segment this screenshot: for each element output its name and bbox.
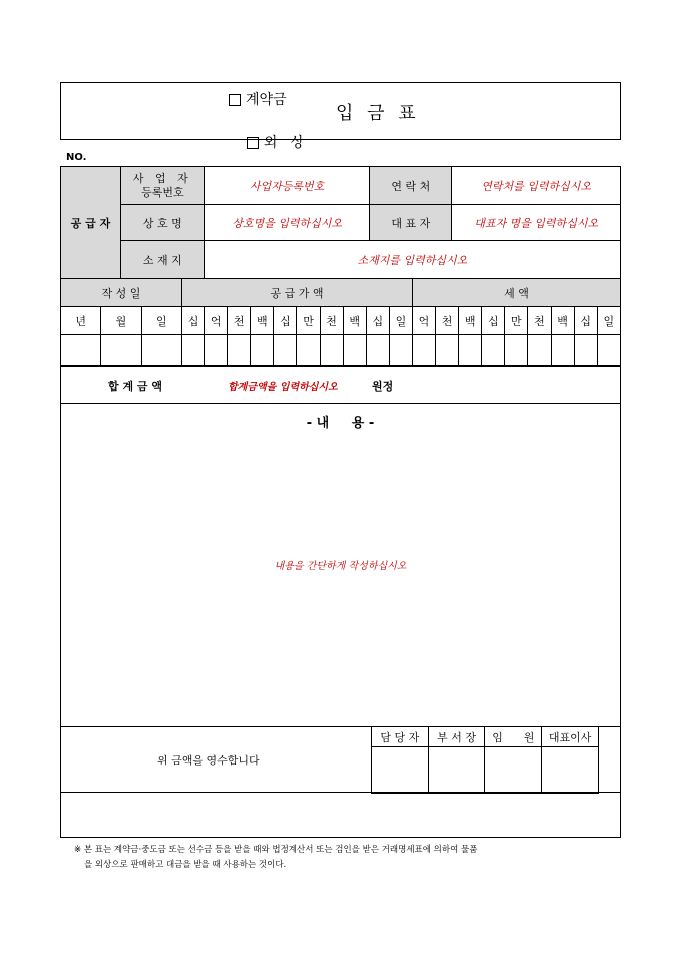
date-header: 작 성 일: [61, 279, 182, 307]
tax-digit-field[interactable]: [482, 335, 505, 367]
reg-number-field[interactable]: 사업자등록번호: [204, 167, 370, 205]
supply-col-8: 십: [366, 307, 389, 335]
footnote-line2: 을 외상으로 판매하고 대금을 받을 때 사용하는 것이다.: [84, 860, 287, 870]
company-label: 상 호 명: [120, 205, 204, 241]
tax-digit-field[interactable]: [459, 335, 482, 367]
tax-col-6: 백: [551, 307, 574, 335]
approval-label-0: 담 당 자: [372, 727, 429, 747]
supply-digit-field[interactable]: [343, 335, 366, 367]
tax-digit-field[interactable]: [436, 335, 459, 367]
address-label: 소 재 지: [120, 241, 204, 279]
supply-digit-field[interactable]: [182, 335, 205, 367]
tax-digit-field[interactable]: [505, 335, 528, 367]
supply-col-1: 억: [205, 307, 228, 335]
supply-digit-field[interactable]: [320, 335, 343, 367]
approval-sign-box[interactable]: [542, 747, 599, 794]
supply-digit-field[interactable]: [228, 335, 251, 367]
tax-col-7: 십: [574, 307, 597, 335]
contact-field[interactable]: 연락처를 입력하십시오: [452, 167, 621, 205]
tax-header: 세 액: [412, 279, 620, 307]
tax-col-1: 천: [436, 307, 459, 335]
supply-digit-field[interactable]: [251, 335, 274, 367]
footnote-line1: ※ 본 표는 계약금·중도금 또는 선수금 등을 받을 때와 법정계산서 또는 검인을 받은 거래명세표에 의하여 물품: [74, 845, 478, 855]
no-label: NO.: [66, 152, 87, 163]
approval-table: [371, 726, 599, 794]
approval-label-2: 임 원: [485, 727, 542, 747]
approval-sign-box[interactable]: [428, 747, 485, 794]
checkbox-credit[interactable]: [247, 137, 259, 149]
footnote: [74, 843, 624, 873]
supply-col-6: 천: [320, 307, 343, 335]
supply-digit-field[interactable]: [205, 335, 228, 367]
total-row: [60, 365, 621, 404]
supply-col-9: 일: [389, 307, 412, 335]
content-area: [60, 403, 621, 727]
ceo-label: 대 표 자: [370, 205, 452, 241]
approval-sign-box[interactable]: [485, 747, 542, 794]
date-col-2: 일: [141, 307, 181, 335]
supply-col-3: 백: [251, 307, 274, 335]
tax-digit-field[interactable]: [412, 335, 435, 367]
total-unit: 원정: [372, 380, 394, 393]
approval-label-3: 대표이사: [542, 727, 599, 747]
content-title: - 내 용 -: [306, 416, 375, 431]
receipt-text: 위 금액을 영수합니다: [157, 754, 260, 767]
header-box: [60, 82, 621, 151]
date-col-0: 년: [61, 307, 101, 335]
total-amount-field[interactable]: 합계금액을 입력하십시오: [228, 382, 338, 393]
contact-label: 연 락 처: [370, 167, 452, 205]
tax-col-2: 백: [459, 307, 482, 335]
date-digit-field[interactable]: [141, 335, 181, 367]
supply-col-7: 백: [343, 307, 366, 335]
tax-col-3: 십: [482, 307, 505, 335]
tax-digit-field[interactable]: [528, 335, 551, 367]
tax-col-8: 일: [597, 307, 620, 335]
bottom-box: [60, 792, 621, 838]
supply-col-5: 만: [297, 307, 320, 335]
date-col-1: 월: [101, 307, 141, 335]
supply-digit-field[interactable]: [389, 335, 412, 367]
tax-col-4: 만: [505, 307, 528, 335]
tax-col-0: 억: [412, 307, 435, 335]
supply-digit-field[interactable]: [274, 335, 297, 367]
approval-sign-box[interactable]: [372, 747, 429, 794]
option-credit-label: 외 상: [263, 135, 305, 151]
tax-col-5: 천: [528, 307, 551, 335]
supply-col-4: 십: [274, 307, 297, 335]
supplier-table: [60, 166, 621, 279]
content-field[interactable]: 내용을 간단하게 작성하십시오: [274, 561, 407, 572]
option-contract-label: 계약금: [246, 92, 287, 108]
date-digit-field[interactable]: [61, 335, 101, 367]
tax-digit-field[interactable]: [597, 335, 620, 367]
ceo-field[interactable]: 대표자 명을 입력하십시오: [452, 205, 621, 241]
checkbox-contract[interactable]: [229, 94, 241, 106]
supplier-section-label: 공 급 자: [61, 167, 121, 279]
date-digit-field[interactable]: [101, 335, 141, 367]
company-field[interactable]: 상호명을 입력하십시오: [204, 205, 370, 241]
tax-digit-field[interactable]: [574, 335, 597, 367]
supply-col-0: 십: [182, 307, 205, 335]
option-contract[interactable]: [229, 89, 287, 109]
page-title: 입 금 표: [336, 103, 420, 124]
amounts-table: [60, 278, 621, 367]
supply-col-2: 천: [228, 307, 251, 335]
address-field[interactable]: 소재지를 입력하십시오: [204, 241, 620, 279]
total-label: 합 계 금 액: [108, 380, 162, 393]
supply-digit-field[interactable]: [366, 335, 389, 367]
tax-digit-field[interactable]: [551, 335, 574, 367]
reg-number-label: 사 업 자 등록번호: [120, 167, 204, 205]
supply-digit-field[interactable]: [297, 335, 320, 367]
option-credit[interactable]: [229, 116, 304, 168]
approval-label-1: 부 서 장: [428, 727, 485, 747]
supply-header: 공 급 가 액: [182, 279, 413, 307]
